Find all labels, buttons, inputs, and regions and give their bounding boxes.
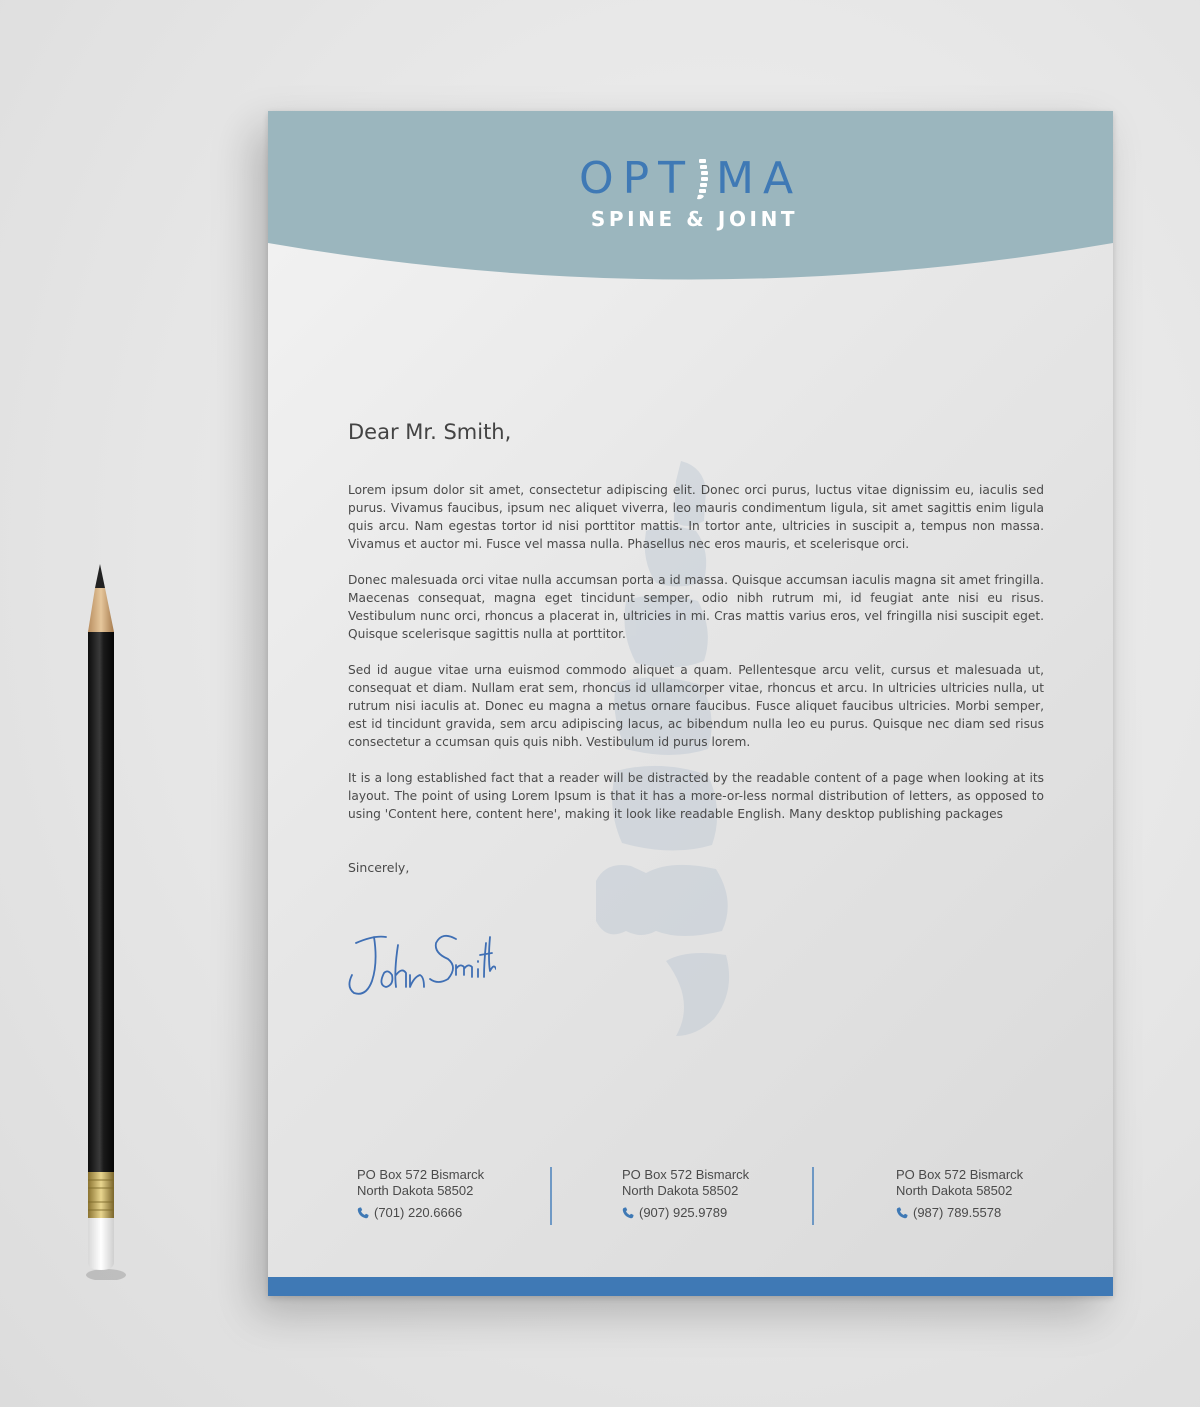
- phone-row: [622, 1205, 749, 1221]
- letter-paragraph: Donec malesuada orci vitae nulla accumsan porta a id massa. Quisque accumsan iaculis magna sit amet fringilla. Maecenas consequat, magna eget tincidunt semper, odio nibh rutrum mi, id feugiat ante nisi eu risus. Vestibulum nunc orci, rhoncus a placerat in, ultricies in mi. Cras mattis varius eros, vel fringilla nisi suscipit eget. Quisque scelerisque sagittis nulla at porttitor.: [348, 573, 1044, 641]
- phone-number: (987) 789.5578: [913, 1205, 1002, 1220]
- letter-paragraph: It is a long established fact that a reader will be distracted by the readable content of a page when looking at its layout. The point of using Lorem Ipsum is that it has a more-or-less normal distribution of letters, as opposed to using 'Content here, content here', making it look like readable English. Many desktop publishing packages: [348, 771, 1044, 821]
- phone-number: (701) 220.6666: [374, 1205, 463, 1220]
- address-line2: North Dakota 58502: [622, 1182, 739, 1198]
- pencil-illustration: [76, 560, 126, 1280]
- address-line1: PO Box 572 Bismarck: [357, 1167, 485, 1182]
- letter-closing: Sincerely,: [348, 860, 410, 875]
- address-line1: PO Box 572 Bismarck: [622, 1167, 750, 1182]
- address-block: [357, 1167, 484, 1221]
- letter-greeting: Dear Mr. Smith,: [348, 420, 512, 444]
- address-line2: North Dakota 58502: [896, 1182, 1013, 1198]
- address-block: [622, 1167, 749, 1221]
- logo-tagline: SPINE & JOINT: [590, 207, 799, 231]
- footer-accent-bar: [268, 1277, 1113, 1296]
- phone-icon: [622, 1207, 634, 1219]
- footer-divider: [812, 1167, 814, 1225]
- letter-paragraph: Sed id augue vitae urna euismod commodo aliquet a quam. Pellentesque arcu velit, cursus et malesuada ut, consequat et diam. Nullam erat sem, rhoncus id ullamcorper vitae, rhoncus et arcu. In ultricies ultricies nulla, ut rutrum nisi iaculis at. Donec eu magna a metus ornare faucibus. Fusce aliquet faucibus ultricies. Morbi semper, est id tincidunt gravida, sem arcu adipiscing lacus, ac bibendum nulla leo eu purus. Quisque nec diam sed risus consectetur a ccumsan quis quis nibh. Vestibulum id purus lorem.: [348, 663, 1044, 749]
- phone-icon: [357, 1207, 369, 1219]
- phone-row: [357, 1205, 484, 1221]
- signature-image: [344, 923, 496, 1005]
- footer-divider: [550, 1167, 552, 1225]
- phone-icon: [896, 1207, 908, 1219]
- letterhead-sheet: [268, 111, 1113, 1296]
- logo-letters-left: OPT: [578, 153, 694, 204]
- letter-paragraph: Lorem ipsum dolor sit amet, consectetur adipiscing elit. Donec orci purus, luctus vitae dignissim eu, iaculis sed purus. Vivamus faucibus, ipsum nec aliquet viverra, leo mauris condimentum ligula, sit amet sagittis enim ligula quis arcu. Nam egestas tortor id nisi porttitor mattis. In tortor ante, ultricies in suscipit a, tempus non massa. Vivamus et auctor mi. Fusce vel massa nulla. Phasellus nec eros mauris, et scelerisque orci.: [348, 483, 1044, 551]
- address-line2: North Dakota 58502: [357, 1182, 474, 1198]
- brand-logo: [268, 153, 1113, 231]
- spine-icon: [694, 158, 710, 200]
- phone-row: [896, 1205, 1023, 1221]
- letter-body: [348, 481, 1044, 841]
- phone-number: (907) 925.9789: [639, 1205, 728, 1220]
- logo-wordmark: [578, 153, 803, 204]
- address-block: [896, 1167, 1023, 1221]
- address-line1: PO Box 572 Bismarck: [896, 1167, 1024, 1182]
- footer-contacts: [268, 1167, 1113, 1227]
- logo-letters-right: MA: [715, 153, 803, 204]
